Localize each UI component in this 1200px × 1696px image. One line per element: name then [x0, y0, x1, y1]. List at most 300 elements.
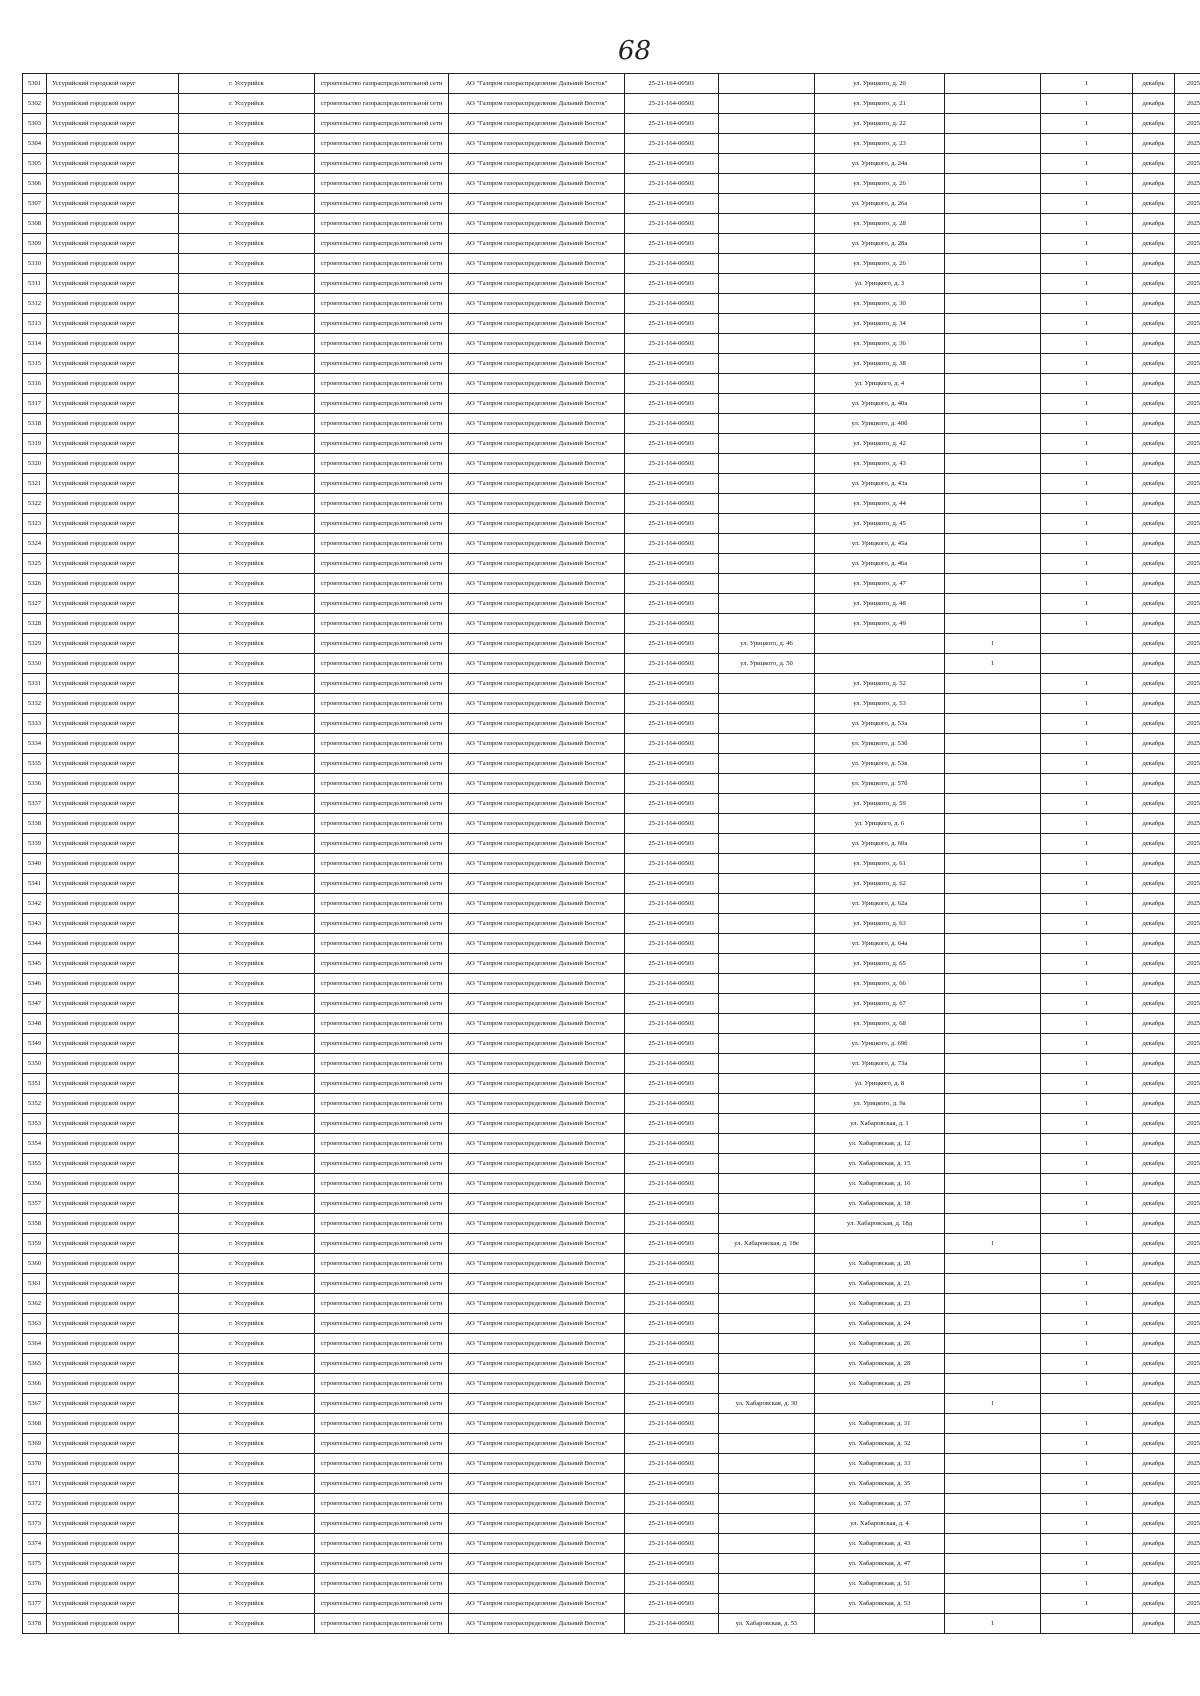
district-cell: Уссурийский городской округ: [47, 1214, 179, 1234]
alt-count-cell: [945, 614, 1041, 634]
organization-cell: АО "Газпром газораспределение Дальний Восток": [449, 894, 625, 914]
city-cell: г. Уссурийск: [179, 854, 315, 874]
row-number-cell: 5340: [23, 854, 47, 874]
table-row: [23, 294, 1200, 314]
row-number-cell: 5336: [23, 774, 47, 794]
code-cell: 25-21-164-00501: [625, 1614, 719, 1634]
month-cell: декабрь: [1133, 214, 1175, 234]
row-number-cell: 5309: [23, 234, 47, 254]
month-cell: декабрь: [1133, 714, 1175, 734]
year-cell: 2025: [1175, 114, 1200, 134]
table-row: [23, 1554, 1200, 1574]
district-cell: Уссурийский городской округ: [47, 894, 179, 914]
month-cell: декабрь: [1133, 1134, 1175, 1154]
code-cell: 25-21-164-00501: [625, 1314, 719, 1334]
alt-count-cell: [945, 974, 1041, 994]
district-cell: Уссурийский городской округ: [47, 354, 179, 374]
district-cell: Уссурийский городской округ: [47, 394, 179, 414]
code-cell: 25-21-164-00501: [625, 1154, 719, 1174]
organization-cell: АО "Газпром газораспределение Дальний Восток": [449, 1454, 625, 1474]
district-cell: Уссурийский городской округ: [47, 754, 179, 774]
alt-address-cell: [719, 1434, 815, 1454]
alt-count-cell: [945, 1314, 1041, 1334]
alt-count-cell: [945, 1114, 1041, 1134]
district-cell: Уссурийский городской округ: [47, 1494, 179, 1514]
table-row: [23, 1114, 1200, 1134]
row-number-cell: 5366: [23, 1374, 47, 1394]
count-cell: 1: [1041, 1554, 1133, 1574]
alt-count-cell: [945, 1434, 1041, 1454]
month-cell: декабрь: [1133, 1354, 1175, 1374]
address-cell: ул. Урицкого, д. 64а: [815, 934, 945, 954]
alt-count-cell: [945, 1254, 1041, 1274]
organization-cell: АО "Газпром газораспределение Дальний Восток": [449, 1334, 625, 1354]
count-cell: 1: [1041, 314, 1133, 334]
row-number-cell: 5333: [23, 714, 47, 734]
row-number-cell: 5310: [23, 254, 47, 274]
row-number-cell: 5375: [23, 1554, 47, 1574]
month-cell: декабрь: [1133, 934, 1175, 954]
count-cell: 1: [1041, 1054, 1133, 1074]
year-cell: 2025: [1175, 1594, 1200, 1614]
year-cell: 2025: [1175, 814, 1200, 834]
work-type-cell: строительство газораспределительной сети: [315, 1454, 449, 1474]
month-cell: декабрь: [1133, 94, 1175, 114]
address-cell: ул. Хабаровская, д. 12: [815, 1134, 945, 1154]
organization-cell: АО "Газпром газораспределение Дальний Восток": [449, 294, 625, 314]
address-cell: [815, 1614, 945, 1634]
month-cell: декабрь: [1133, 554, 1175, 574]
month-cell: декабрь: [1133, 794, 1175, 814]
row-number-cell: 5373: [23, 1514, 47, 1534]
alt-address-cell: [719, 1334, 815, 1354]
row-number-cell: 5329: [23, 634, 47, 654]
count-cell: 1: [1041, 954, 1133, 974]
district-cell: Уссурийский городской округ: [47, 1194, 179, 1214]
district-cell: Уссурийский городской округ: [47, 1334, 179, 1354]
district-cell: Уссурийский городской округ: [47, 1094, 179, 1114]
month-cell: декабрь: [1133, 954, 1175, 974]
alt-count-cell: [945, 214, 1041, 234]
month-cell: декабрь: [1133, 734, 1175, 754]
row-number-cell: 5339: [23, 834, 47, 854]
table-row: [23, 1314, 1200, 1334]
count-cell: 1: [1041, 774, 1133, 794]
alt-address-cell: [719, 1014, 815, 1034]
organization-cell: АО "Газпром газораспределение Дальний Восток": [449, 1234, 625, 1254]
row-number-cell: 5317: [23, 394, 47, 414]
work-type-cell: строительство газораспределительной сети: [315, 174, 449, 194]
code-cell: 25-21-164-00501: [625, 1334, 719, 1354]
organization-cell: АО "Газпром газораспределение Дальний Восток": [449, 374, 625, 394]
alt-count-cell: 1: [945, 1614, 1041, 1634]
work-type-cell: строительство газораспределительной сети: [315, 754, 449, 774]
count-cell: 1: [1041, 1474, 1133, 1494]
year-cell: 2025: [1175, 534, 1200, 554]
work-type-cell: строительство газораспределительной сети: [315, 1574, 449, 1594]
month-cell: декабрь: [1133, 474, 1175, 494]
address-cell: ул. Урицкого, д. 53б: [815, 734, 945, 754]
month-cell: декабрь: [1133, 374, 1175, 394]
table-row: [23, 1274, 1200, 1294]
code-cell: 25-21-164-00501: [625, 854, 719, 874]
year-cell: 2025: [1175, 1494, 1200, 1514]
month-cell: декабрь: [1133, 874, 1175, 894]
code-cell: 25-21-164-00501: [625, 914, 719, 934]
code-cell: 25-21-164-00501: [625, 1274, 719, 1294]
year-cell: 2025: [1175, 174, 1200, 194]
code-cell: 25-21-164-00501: [625, 574, 719, 594]
alt-address-cell: [719, 1294, 815, 1314]
year-cell: 2025: [1175, 654, 1200, 674]
count-cell: 1: [1041, 1294, 1133, 1314]
alt-count-cell: [945, 274, 1041, 294]
year-cell: 2025: [1175, 1254, 1200, 1274]
code-cell: 25-21-164-00501: [625, 174, 719, 194]
alt-count-cell: [945, 594, 1041, 614]
alt-address-cell: [719, 134, 815, 154]
work-type-cell: строительство газораспределительной сети: [315, 234, 449, 254]
table-row: [23, 1374, 1200, 1394]
count-cell: [1041, 654, 1133, 674]
alt-address-cell: [719, 474, 815, 494]
address-cell: [815, 1394, 945, 1414]
address-cell: ул. Урицкого, д. 61: [815, 854, 945, 874]
address-cell: ул. Урицкого, д. 52: [815, 674, 945, 694]
table-row: [23, 194, 1200, 214]
city-cell: г. Уссурийск: [179, 1454, 315, 1474]
count-cell: 1: [1041, 114, 1133, 134]
table-row: [23, 474, 1200, 494]
work-type-cell: строительство газораспределительной сети: [315, 1314, 449, 1334]
district-cell: Уссурийский городской округ: [47, 794, 179, 814]
code-cell: 25-21-164-00501: [625, 654, 719, 674]
year-cell: 2025: [1175, 1194, 1200, 1214]
year-cell: 2025: [1175, 294, 1200, 314]
address-cell: ул. Урицкого, д. 26: [815, 254, 945, 274]
organization-cell: АО "Газпром газораспределение Дальний Восток": [449, 314, 625, 334]
month-cell: декабрь: [1133, 654, 1175, 674]
alt-count-cell: [945, 154, 1041, 174]
month-cell: декабрь: [1133, 1154, 1175, 1174]
organization-cell: АО "Газпром газораспределение Дальний Восток": [449, 574, 625, 594]
year-cell: 2025: [1175, 194, 1200, 214]
row-number-cell: 5337: [23, 794, 47, 814]
organization-cell: АО "Газпром газораспределение Дальний Восток": [449, 1014, 625, 1034]
alt-address-cell: [719, 1274, 815, 1294]
row-number-cell: 5349: [23, 1034, 47, 1054]
address-cell: ул. Урицкого, д. 65: [815, 954, 945, 974]
district-cell: Уссурийский городской округ: [47, 774, 179, 794]
year-cell: 2025: [1175, 354, 1200, 374]
count-cell: 1: [1041, 474, 1133, 494]
count-cell: 1: [1041, 1314, 1133, 1334]
code-cell: 25-21-164-00501: [625, 434, 719, 454]
alt-count-cell: [945, 414, 1041, 434]
alt-address-cell: [719, 814, 815, 834]
table-row: [23, 1474, 1200, 1494]
row-number-cell: 5330: [23, 654, 47, 674]
month-cell: декабрь: [1133, 914, 1175, 934]
organization-cell: АО "Газпром газораспределение Дальний Восток": [449, 874, 625, 894]
address-cell: ул. Урицкого, д. 53: [815, 694, 945, 714]
alt-count-cell: [945, 794, 1041, 814]
alt-address-cell: [719, 434, 815, 454]
row-number-cell: 5305: [23, 154, 47, 174]
organization-cell: АО "Газпром газораспределение Дальний Восток": [449, 1194, 625, 1214]
month-cell: декабрь: [1133, 114, 1175, 134]
table-row: [23, 234, 1200, 254]
count-cell: 1: [1041, 914, 1133, 934]
alt-count-cell: [945, 1154, 1041, 1174]
district-cell: Уссурийский городской округ: [47, 1514, 179, 1534]
district-cell: Уссурийский городской округ: [47, 1134, 179, 1154]
district-cell: Уссурийский городской округ: [47, 534, 179, 554]
city-cell: г. Уссурийск: [179, 1014, 315, 1034]
address-cell: ул. Урицкого, д. 45: [815, 514, 945, 534]
alt-count-cell: [945, 1374, 1041, 1394]
table-row: [23, 134, 1200, 154]
alt-count-cell: [945, 774, 1041, 794]
alt-address-cell: [719, 1554, 815, 1574]
alt-address-cell: [719, 614, 815, 634]
code-cell: 25-21-164-00501: [625, 114, 719, 134]
address-cell: ул. Хабаровская, д. 4: [815, 1514, 945, 1534]
table-row: [23, 1594, 1200, 1614]
address-cell: ул. Урицкого, д. 40а: [815, 394, 945, 414]
district-cell: Уссурийский городской округ: [47, 1114, 179, 1134]
alt-count-cell: 1: [945, 1234, 1041, 1254]
year-cell: 2025: [1175, 1014, 1200, 1034]
table-row: [23, 1614, 1200, 1634]
city-cell: г. Уссурийск: [179, 1614, 315, 1634]
work-type-cell: строительство газораспределительной сети: [315, 534, 449, 554]
table-row: [23, 1094, 1200, 1114]
alt-count-cell: 1: [945, 634, 1041, 654]
code-cell: 25-21-164-00501: [625, 1494, 719, 1514]
district-cell: Уссурийский городской округ: [47, 454, 179, 474]
alt-count-cell: [945, 134, 1041, 154]
month-cell: декабрь: [1133, 774, 1175, 794]
address-cell: ул. Урицкого, д. 62: [815, 874, 945, 894]
count-cell: 1: [1041, 1514, 1133, 1534]
organization-cell: АО "Газпром газораспределение Дальний Восток": [449, 734, 625, 754]
alt-count-cell: [945, 934, 1041, 954]
city-cell: г. Уссурийск: [179, 594, 315, 614]
table-row: [23, 1174, 1200, 1194]
month-cell: декабрь: [1133, 1414, 1175, 1434]
code-cell: 25-21-164-00501: [625, 1294, 719, 1314]
district-cell: Уссурийский городской округ: [47, 94, 179, 114]
organization-cell: АО "Газпром газораспределение Дальний Восток": [449, 714, 625, 734]
work-type-cell: строительство газораспределительной сети: [315, 1594, 449, 1614]
organization-cell: АО "Газпром газораспределение Дальний Восток": [449, 354, 625, 374]
year-cell: 2025: [1175, 214, 1200, 234]
address-cell: ул. Хабаровская, д. 43: [815, 1534, 945, 1554]
address-cell: ул. Урицкого, д. 24а: [815, 154, 945, 174]
alt-address-cell: [719, 414, 815, 434]
row-number-cell: 5351: [23, 1074, 47, 1094]
code-cell: 25-21-164-00501: [625, 254, 719, 274]
alt-address-cell: [719, 1194, 815, 1214]
count-cell: 1: [1041, 1194, 1133, 1214]
year-cell: 2025: [1175, 254, 1200, 274]
row-number-cell: 5341: [23, 874, 47, 894]
month-cell: декабрь: [1133, 1054, 1175, 1074]
month-cell: декабрь: [1133, 1114, 1175, 1134]
work-type-cell: строительство газораспределительной сети: [315, 614, 449, 634]
month-cell: декабрь: [1133, 1534, 1175, 1554]
alt-address-cell: ул. Урицкого, д. 50: [719, 654, 815, 674]
table-row: [23, 1254, 1200, 1274]
code-cell: 25-21-164-00501: [625, 1114, 719, 1134]
alt-count-cell: [945, 254, 1041, 274]
district-cell: Уссурийский городской округ: [47, 634, 179, 654]
district-cell: Уссурийский городской округ: [47, 734, 179, 754]
work-type-cell: строительство газораспределительной сети: [315, 594, 449, 614]
alt-count-cell: [945, 1214, 1041, 1234]
city-cell: г. Уссурийск: [179, 414, 315, 434]
year-cell: 2025: [1175, 274, 1200, 294]
count-cell: 1: [1041, 614, 1133, 634]
alt-address-cell: ул. Урицкого, д. 46: [719, 634, 815, 654]
table-row: [23, 854, 1200, 874]
year-cell: 2025: [1175, 334, 1200, 354]
year-cell: 2025: [1175, 734, 1200, 754]
work-type-cell: строительство газораспределительной сети: [315, 354, 449, 374]
city-cell: г. Уссурийск: [179, 154, 315, 174]
city-cell: г. Уссурийск: [179, 1294, 315, 1314]
alt-address-cell: [719, 1514, 815, 1534]
organization-cell: АО "Газпром газораспределение Дальний Восток": [449, 474, 625, 494]
city-cell: г. Уссурийск: [179, 1314, 315, 1334]
city-cell: г. Уссурийск: [179, 914, 315, 934]
address-cell: ул. Урицкого, д. 43: [815, 454, 945, 474]
work-type-cell: строительство газораспределительной сети: [315, 954, 449, 974]
count-cell: 1: [1041, 194, 1133, 214]
alt-count-cell: [945, 494, 1041, 514]
table-row: [23, 734, 1200, 754]
alt-address-cell: [719, 734, 815, 754]
organization-cell: АО "Газпром газораспределение Дальний Восток": [449, 214, 625, 234]
organization-cell: АО "Газпром газораспределение Дальний Восток": [449, 814, 625, 834]
district-cell: Уссурийский городской округ: [47, 134, 179, 154]
table-row: [23, 434, 1200, 454]
alt-address-cell: [719, 1154, 815, 1174]
row-number-cell: 5328: [23, 614, 47, 634]
alt-count-cell: [945, 474, 1041, 494]
year-cell: 2025: [1175, 594, 1200, 614]
code-cell: 25-21-164-00501: [625, 194, 719, 214]
alt-address-cell: [719, 214, 815, 234]
city-cell: г. Уссурийск: [179, 1194, 315, 1214]
table-row: [23, 1394, 1200, 1414]
address-cell: ул. Хабаровская, д. 1: [815, 1114, 945, 1134]
district-cell: Уссурийский городской округ: [47, 854, 179, 874]
count-cell: 1: [1041, 334, 1133, 354]
row-number-cell: 5327: [23, 594, 47, 614]
city-cell: г. Уссурийск: [179, 394, 315, 414]
count-cell: 1: [1041, 934, 1133, 954]
code-cell: 25-21-164-00501: [625, 1554, 719, 1574]
year-cell: 2025: [1175, 1174, 1200, 1194]
district-cell: Уссурийский городской округ: [47, 274, 179, 294]
district-cell: Уссурийский городской округ: [47, 114, 179, 134]
month-cell: декабрь: [1133, 574, 1175, 594]
month-cell: декабрь: [1133, 1034, 1175, 1054]
address-cell: ул. Урицкого, д. 8: [815, 1074, 945, 1094]
row-number-cell: 5376: [23, 1574, 47, 1594]
work-type-cell: строительство газораспределительной сети: [315, 274, 449, 294]
table-row: [23, 834, 1200, 854]
year-cell: 2025: [1175, 1614, 1200, 1634]
code-cell: 25-21-164-00501: [625, 934, 719, 954]
address-cell: ул. Хабаровская, д. 53: [815, 1594, 945, 1614]
district-cell: Уссурийский городской округ: [47, 1374, 179, 1394]
address-cell: ул. Хабаровская, д. 33: [815, 1454, 945, 1474]
organization-cell: АО "Газпром газораспределение Дальний Восток": [449, 1214, 625, 1234]
year-cell: 2025: [1175, 774, 1200, 794]
code-cell: 25-21-164-00501: [625, 974, 719, 994]
year-cell: 2025: [1175, 374, 1200, 394]
year-cell: 2025: [1175, 554, 1200, 574]
district-cell: Уссурийский городской округ: [47, 214, 179, 234]
organization-cell: АО "Газпром газораспределение Дальний Восток": [449, 654, 625, 674]
work-type-cell: строительство газораспределительной сети: [315, 834, 449, 854]
year-cell: 2025: [1175, 474, 1200, 494]
month-cell: декабрь: [1133, 1494, 1175, 1514]
row-number-cell: 5365: [23, 1354, 47, 1374]
work-type-cell: строительство газораспределительной сети: [315, 314, 449, 334]
city-cell: г. Уссурийск: [179, 494, 315, 514]
district-cell: Уссурийский городской округ: [47, 1614, 179, 1634]
year-cell: 2025: [1175, 894, 1200, 914]
city-cell: г. Уссурийск: [179, 934, 315, 954]
city-cell: г. Уссурийск: [179, 1054, 315, 1074]
organization-cell: АО "Газпром газораспределение Дальний Восток": [449, 674, 625, 694]
city-cell: г. Уссурийск: [179, 274, 315, 294]
alt-count-cell: [945, 1454, 1041, 1474]
year-cell: 2025: [1175, 1414, 1200, 1434]
city-cell: г. Уссурийск: [179, 114, 315, 134]
district-cell: Уссурийский городской округ: [47, 614, 179, 634]
code-cell: 25-21-164-00501: [625, 834, 719, 854]
table-row: [23, 974, 1200, 994]
work-type-cell: строительство газораспределительной сети: [315, 1234, 449, 1254]
organization-cell: АО "Газпром газораспределение Дальний Восток": [449, 274, 625, 294]
work-type-cell: строительство газораспределительной сети: [315, 1474, 449, 1494]
organization-cell: АО "Газпром газораспределение Дальний Восток": [449, 1294, 625, 1314]
alt-count-cell: [945, 894, 1041, 914]
organization-cell: АО "Газпром газораспределение Дальний Восток": [449, 1474, 625, 1494]
month-cell: декабрь: [1133, 1454, 1175, 1474]
alt-address-cell: [719, 1094, 815, 1114]
count-cell: 1: [1041, 274, 1133, 294]
row-number-cell: 5343: [23, 914, 47, 934]
alt-address-cell: [719, 1574, 815, 1594]
month-cell: декабрь: [1133, 1094, 1175, 1114]
address-cell: ул. Урицкого, д. 53в: [815, 754, 945, 774]
organization-cell: АО "Газпром газораспределение Дальний Восток": [449, 1254, 625, 1274]
organization-cell: АО "Газпром газораспределение Дальний Восток": [449, 1574, 625, 1594]
alt-count-cell: [945, 734, 1041, 754]
table-row: [23, 274, 1200, 294]
row-number-cell: 5314: [23, 334, 47, 354]
address-cell: ул. Хабаровская, д. 35: [815, 1474, 945, 1494]
work-type-cell: строительство газораспределительной сети: [315, 1214, 449, 1234]
row-number-cell: 5334: [23, 734, 47, 754]
alt-count-cell: [945, 354, 1041, 374]
